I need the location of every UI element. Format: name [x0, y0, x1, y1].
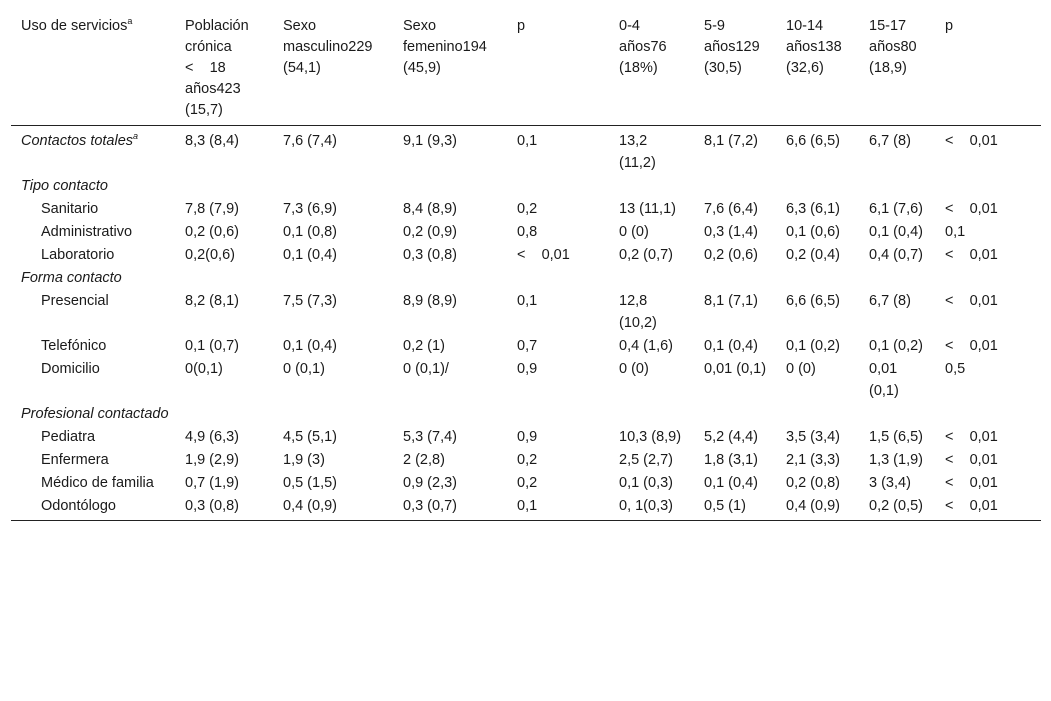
table-cell: 6,1 (7,6) — [869, 201, 923, 217]
table-cell: 0,3 (1,4) — [704, 224, 758, 240]
table-cell: 0,1 (0,2) — [869, 338, 923, 354]
table-section-row — [11, 174, 1041, 197]
table-cell: 0,1 (0,6) — [786, 224, 840, 240]
header-text: Sexo femenino194 (45,9) — [403, 18, 487, 76]
table-cell: 0,4 (0,9) — [283, 498, 337, 514]
table-cell: 0,1 (0,7) — [185, 338, 239, 354]
row-label-text: Forma contacto — [21, 270, 122, 286]
table-cell: 6,7 (8) — [869, 293, 911, 309]
row-label — [11, 289, 175, 334]
header-text: Uso de servicios — [21, 18, 128, 34]
header-text: Población crónica < 18 años423 (15,7) — [185, 18, 249, 118]
table-cell: 0,9 — [517, 361, 538, 377]
table-cell: 1,8 (3,1) — [704, 452, 758, 468]
row-label-text: Domicilio — [41, 361, 100, 377]
row-label-text: Presencial — [41, 293, 109, 309]
row-label-text: Telefónico — [41, 338, 107, 354]
table-cell: 0,2 (0,8) — [786, 475, 840, 491]
table-cell: 0, 1(0,3) — [619, 498, 673, 514]
table-cell: 0 (0) — [786, 361, 816, 377]
table-cell: 1,3 (1,9) — [869, 452, 923, 468]
table-cell: 0,2 (0,7) — [619, 247, 673, 263]
table-cell: 0,2 (0,4) — [786, 247, 840, 263]
table-cell: 0,1 (0,4) — [283, 247, 337, 263]
header-cell-5 — [609, 11, 694, 126]
table-cell: < 0,01 — [517, 247, 570, 263]
header-text: 0-4 años76 (18%) — [619, 18, 667, 76]
row-label — [11, 220, 175, 243]
table-cell: 0,5 (1) — [704, 498, 746, 514]
row-label — [11, 126, 175, 175]
table-cell: 4,9 (6,3) — [185, 429, 239, 445]
table-cell: 4,5 (5,1) — [283, 429, 337, 445]
table-cell: 8,2 (8,1) — [185, 293, 239, 309]
table-cell: 0,2 — [517, 201, 538, 217]
table-cell: 1,9 (3) — [283, 452, 325, 468]
row-label — [11, 448, 175, 471]
table-cell: 0,01 (0,1) — [704, 361, 767, 377]
table-cell: 0,2 (0,6) — [185, 224, 239, 240]
row-label-text: Administrativo — [41, 224, 133, 240]
table-section-row — [11, 266, 1041, 289]
table-cell: 0,2(0,6) — [185, 247, 235, 263]
table-row — [11, 220, 1041, 243]
row-label — [11, 266, 1041, 289]
table-cell: 0,5 — [945, 361, 966, 377]
table-cell: 8,3 (8,4) — [185, 133, 239, 149]
header-cell-6 — [694, 11, 776, 126]
table-cell: < 0,01 — [945, 452, 998, 468]
row-label — [11, 243, 175, 266]
table-cell: 0,1 (0,4) — [869, 224, 923, 240]
table-cell: 0,2 (0,5) — [869, 498, 923, 514]
table-cell: 8,1 (7,1) — [704, 293, 758, 309]
footnote-marker: a — [133, 131, 139, 142]
table-section-row — [11, 126, 1041, 175]
header-text: 10-14 años138 (32,6) — [786, 18, 842, 76]
table-cell: 6,6 (6,5) — [786, 293, 840, 309]
table-cell: 0 (0) — [619, 361, 649, 377]
header-cell-label — [11, 11, 175, 126]
row-label-text: Odontólogo — [41, 498, 116, 514]
table-row — [11, 448, 1041, 471]
table-cell: 3,5 (3,4) — [786, 429, 840, 445]
table-cell: 6,7 (8) — [869, 133, 911, 149]
table-cell: 2,1 (3,3) — [786, 452, 840, 468]
header-cell-2 — [273, 11, 393, 126]
table-cell: 9,1 (9,3) — [403, 133, 457, 149]
table-cell: 7,3 (6,9) — [283, 201, 337, 217]
row-label-text: Laboratorio — [41, 247, 115, 263]
table-cell: 0,7 (1,9) — [185, 475, 239, 491]
header-text: 15-17 años80 (18,9) — [869, 18, 917, 76]
header-cell-9 — [935, 11, 1041, 126]
table-cell: 8,4 (8,9) — [403, 201, 457, 217]
table-cell: 0,4 (1,6) — [619, 338, 673, 354]
table-cell: 0,2 (1) — [403, 338, 445, 354]
row-label-text: Contactos totales — [21, 133, 134, 149]
row-label-text: Tipo contacto — [21, 178, 108, 194]
table-cell: 8,9 (8,9) — [403, 293, 457, 309]
table-cell: < 0,01 — [945, 133, 998, 149]
table-cell: 2 (2,8) — [403, 452, 445, 468]
table-cell: 0,1 — [517, 293, 538, 309]
header-cell-3 — [393, 11, 507, 126]
header-cell-1 — [175, 11, 273, 126]
row-label — [11, 425, 175, 448]
table-cell: 13 (11,1) — [619, 201, 676, 217]
table-cell: < 0,01 — [945, 498, 998, 514]
row-label — [11, 334, 175, 357]
row-label — [11, 402, 1041, 425]
table-cell: 0,3 (0,8) — [403, 247, 457, 263]
table-cell: 0,1 (0,8) — [283, 224, 337, 240]
table-cell: 6,3 (6,1) — [786, 201, 840, 217]
header-cell-8 — [859, 11, 935, 126]
row-label-text: Sanitario — [41, 201, 99, 217]
header-text: p — [517, 18, 526, 34]
row-label — [11, 471, 175, 494]
table-cell: 1,9 (2,9) — [185, 452, 239, 468]
table-cell: 7,6 (6,4) — [704, 201, 758, 217]
table-cell: 0,3 (0,7) — [403, 498, 457, 514]
row-label-text: Enfermera — [41, 452, 109, 468]
table-section-row — [11, 402, 1041, 425]
row-label — [11, 494, 175, 521]
row-label-text: Pediatra — [41, 429, 96, 445]
table-cell: 12,8 (10,2) — [619, 293, 657, 331]
table-cell: 0,1 (0,4) — [283, 338, 337, 354]
header-text: 5-9 años129 (30,5) — [704, 18, 760, 76]
table-cell: 0,2 — [517, 452, 538, 468]
table-cell: < 0,01 — [945, 338, 998, 354]
table-cell: 0 (0,1)/ — [403, 361, 449, 377]
table-cell: 1,5 (6,5) — [869, 429, 923, 445]
row-label — [11, 357, 175, 402]
table-cell: 0,3 (0,8) — [185, 498, 239, 514]
table-cell: 0,2 — [517, 475, 538, 491]
row-label — [11, 174, 1041, 197]
header-cell-4 — [507, 11, 609, 126]
table-cell: 8,1 (7,2) — [704, 133, 758, 149]
table-body — [11, 126, 1041, 521]
table-cell: 7,6 (7,4) — [283, 133, 337, 149]
table-cell: 0,9 (2,3) — [403, 475, 457, 491]
header-text: p — [945, 18, 954, 34]
header-cell-7 — [776, 11, 859, 126]
row-label — [11, 197, 175, 220]
table-cell: 5,3 (7,4) — [403, 429, 457, 445]
header-row — [11, 11, 1041, 126]
table-cell: < 0,01 — [945, 293, 998, 309]
header-text: Sexo masculino229 (54,1) — [283, 18, 373, 76]
table-cell: < 0,01 — [945, 247, 998, 263]
table-cell: 0,1 (0,2) — [786, 338, 840, 354]
table-cell: 3 (3,4) — [869, 475, 911, 491]
table-cell: 0,1 — [517, 498, 538, 514]
table-cell: 0,5 (1,5) — [283, 475, 337, 491]
table-cell: 7,8 (7,9) — [185, 201, 239, 217]
table-cell: 2,5 (2,7) — [619, 452, 673, 468]
row-label-text: Profesional contactado — [21, 406, 169, 422]
table-cell: 0(0,1) — [185, 361, 223, 377]
table-cell: 0 (0) — [619, 224, 649, 240]
table-cell: 0,1 (0,4) — [704, 338, 758, 354]
table-row — [11, 289, 1041, 334]
table-cell: < 0,01 — [945, 475, 998, 491]
table-cell: 13,2 (11,2) — [619, 133, 656, 171]
table-row — [11, 357, 1041, 402]
table-row — [11, 197, 1041, 220]
table-cell: 0,1 (0,4) — [704, 475, 758, 491]
table-cell: < 0,01 — [945, 429, 998, 445]
table-cell: 0,2 (0,6) — [704, 247, 758, 263]
table-cell: 0,9 — [517, 429, 538, 445]
row-label-text: Médico de familia — [41, 475, 154, 491]
table-cell: 0,1 (0,3) — [619, 475, 673, 491]
table-cell: 0,4 (0,7) — [869, 247, 923, 263]
table-cell: 0,1 — [945, 224, 966, 240]
table-row — [11, 494, 1041, 521]
table-cell: 0,1 — [517, 133, 538, 149]
footnote-marker: a — [127, 16, 133, 27]
table-cell: 5,2 (4,4) — [704, 429, 758, 445]
table-cell: 10,3 (8,9) — [619, 429, 682, 445]
table-cell: 6,6 (6,5) — [786, 133, 840, 149]
table-cell: < 0,01 — [945, 201, 998, 217]
table-row — [11, 334, 1041, 357]
table-cell: 0,8 — [517, 224, 538, 240]
table-row — [11, 243, 1041, 266]
table-row — [11, 471, 1041, 494]
table-cell: 0 (0,1) — [283, 361, 325, 377]
table-cell: 0,2 (0,9) — [403, 224, 457, 240]
data-table — [11, 11, 1041, 521]
table-cell: 0,4 (0,9) — [786, 498, 840, 514]
table-cell: 0,7 — [517, 338, 538, 354]
table-row — [11, 425, 1041, 448]
table-cell: 7,5 (7,3) — [283, 293, 337, 309]
table-cell: 0,01 (0,1) — [869, 361, 899, 399]
